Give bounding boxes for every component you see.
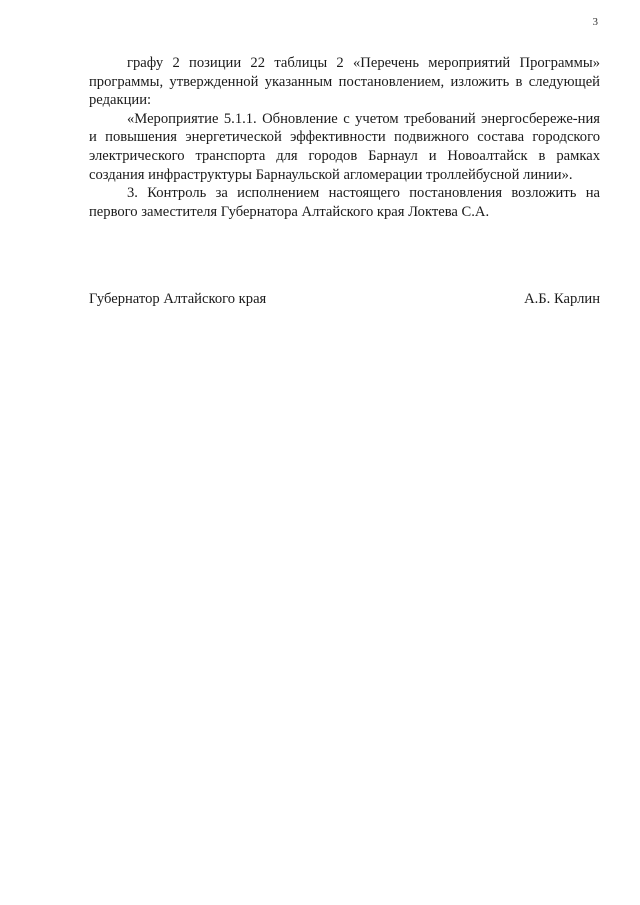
signature-block bbox=[89, 290, 600, 308]
page-number: 3 bbox=[592, 16, 598, 28]
paragraph-control-clause: 3. Контроль за исполнением настоящего постановления возложить на первого заместителя Губернатора Алтайского края Локтева С.А. bbox=[89, 185, 600, 220]
signatory-position: Губернатор Алтайского края bbox=[89, 291, 267, 307]
paragraph-measure-5-1-1: «Мероприятие 5.1.1. Обновление с учетом требований энергосбереже-ния и повышения энергетической эффективности подвижного состава городского электрического транспорта для городов Барнаул и Новоалтайск в рамках создания инфраструктуры Барнаульской агломерации троллейбусной линии». bbox=[89, 110, 600, 183]
document-body bbox=[89, 54, 600, 221]
paragraph-amendment: графу 2 позиции 22 таблицы 2 «Перечень мероприятий Программы» программы, утвержденной указанным постановлением, изложить в следующей редакции: bbox=[89, 55, 600, 109]
signatory-name: А.Б. Карлин bbox=[524, 291, 600, 307]
